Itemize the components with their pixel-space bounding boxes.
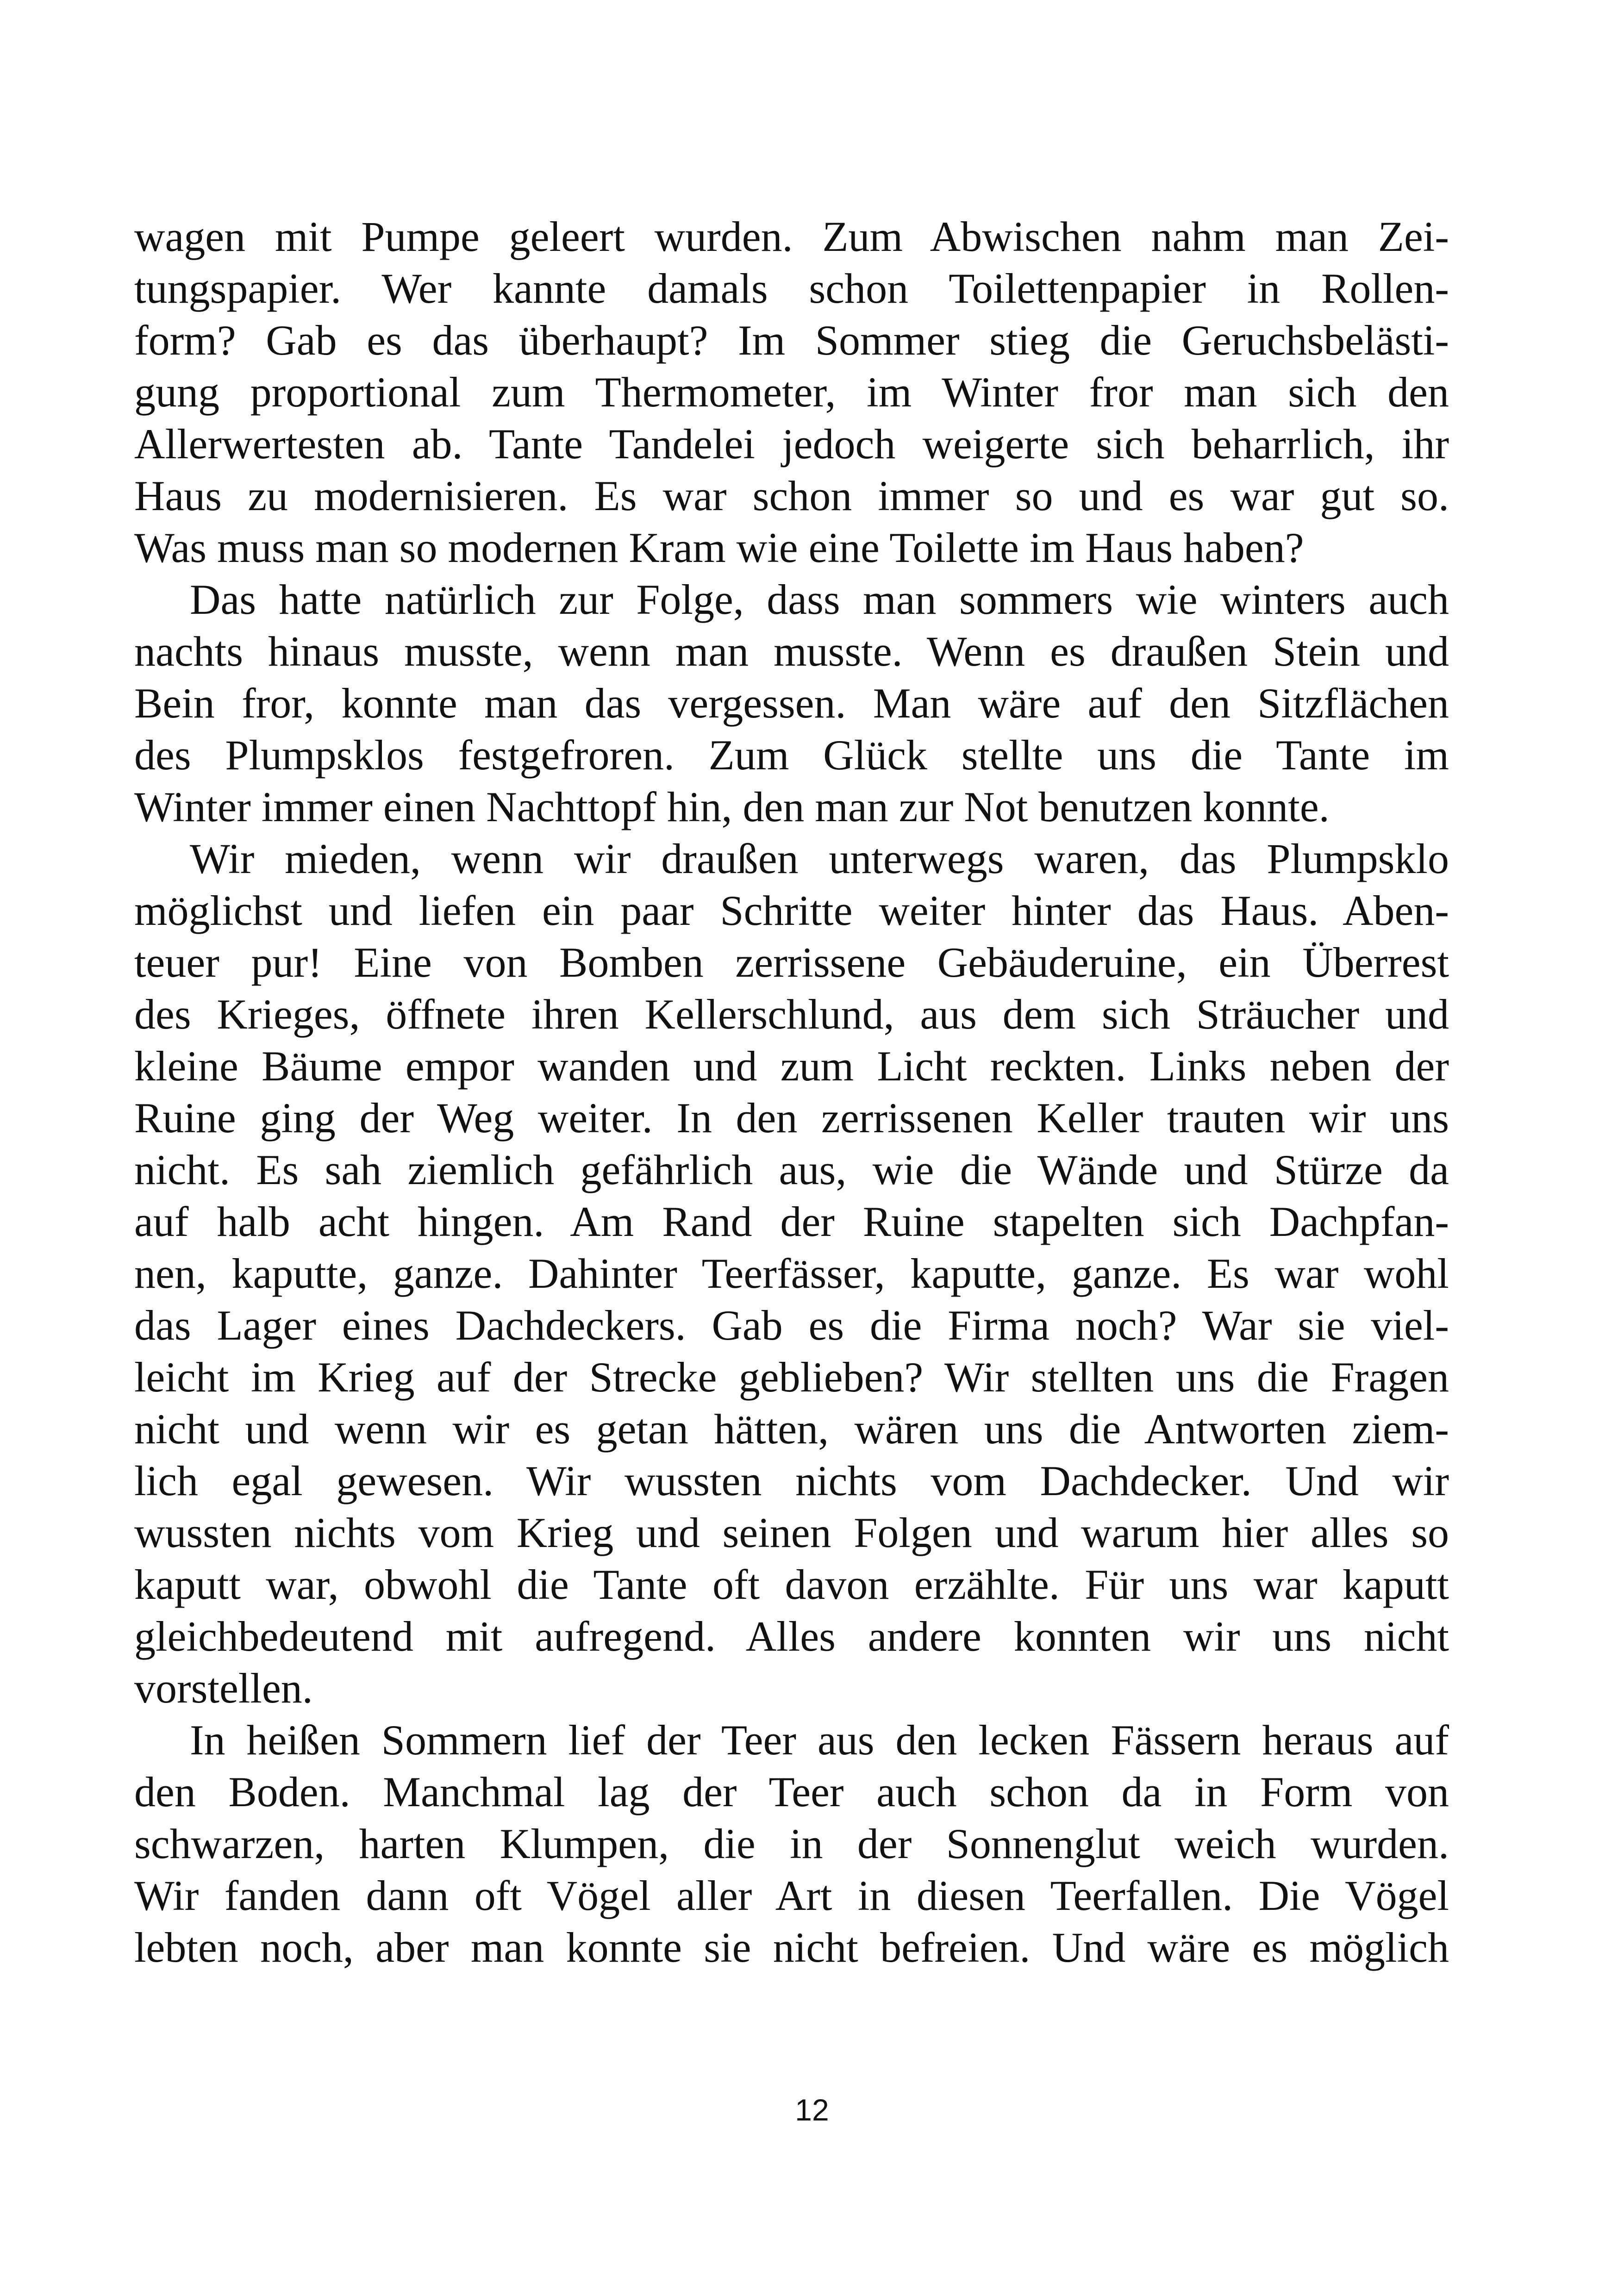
- text-line: teuer pur! Eine von Bomben zerrissene Gebäuderuine, ein Überrest: [134, 939, 1449, 986]
- text-line: des Krieges, öffnete ihren Kellerschlund, aus dem sich Sträucher und: [134, 991, 1449, 1038]
- paragraph: [134, 211, 1449, 574]
- text-line: Ruine ging der Weg weiter. In den zerrissenen Keller trauten wir uns: [134, 1094, 1449, 1141]
- page-number: 12: [795, 2093, 829, 2127]
- text-line: Das hatte natürlich zur Folge, dass man sommers wie winters auch: [190, 576, 1449, 623]
- text-line: nicht. Es sah ziemlich gefährlich aus, wie die Wände und Stürze da: [134, 1146, 1449, 1193]
- text-line: vorstellen.: [134, 1665, 313, 1712]
- text-line: form? Gab es das überhaupt? Im Sommer stieg die Geruchsbelästi-: [134, 317, 1449, 364]
- text-line: wagen mit Pumpe geleert wurden. Zum Abwischen nahm man Zei-: [134, 213, 1449, 260]
- text-line: Winter immer einen Nachttopf hin, den man zur Not benutzen konnte.: [134, 783, 1330, 830]
- text-line: Wir mieden, wenn wir draußen unterwegs waren, das Plumpsklo: [190, 835, 1449, 882]
- text-line: möglichst und liefen ein paar Schritte weiter hinter das Haus. Aben-: [134, 887, 1449, 934]
- text-line: Wir fanden dann oft Vögel aller Art in diesen Teerfallen. Die Vögel: [134, 1872, 1449, 1919]
- text-line: leicht im Krieg auf der Strecke geblieben? Wir stellten uns die Fragen: [134, 1353, 1449, 1401]
- paragraph: [134, 833, 1449, 1714]
- text-line: schwarzen, harten Klumpen, die in der Sonnenglut weich wurden.: [134, 1820, 1449, 1867]
- text-line: Bein fror, konnte man das vergessen. Man wäre auf den Sitzflächen: [134, 680, 1449, 727]
- text-line: kaputt war, obwohl die Tante oft davon erzählte. Für uns war kaputt: [134, 1561, 1449, 1608]
- text-line: auf halb acht hingen. Am Rand der Ruine stapelten sich Dachpfan-: [134, 1198, 1449, 1245]
- text-line: nachts hinaus musste, wenn man musste. Wenn es draußen Stein und: [134, 628, 1449, 675]
- body-text: [134, 211, 1449, 1973]
- text-line: gung proportional zum Thermometer, im Winter fror man sich den: [134, 368, 1449, 416]
- text-line: Was muss man so modernen Kram wie eine Toilette im Haus haben?: [134, 524, 1304, 571]
- text-line: Allerwertesten ab. Tante Tandelei jedoch weigerte sich beharrlich, ihr: [134, 420, 1449, 468]
- text-line: lebten noch, aber man konnte sie nicht befreien. Und wäre es möglich: [134, 1924, 1449, 1971]
- text-line: den Boden. Manchmal lag der Teer auch schon da in Form von: [134, 1768, 1449, 1815]
- text-line: nicht und wenn wir es getan hätten, wären uns die Antworten ziem-: [134, 1405, 1449, 1453]
- text-line: lich egal gewesen. Wir wussten nichts vom Dachdecker. Und wir: [134, 1457, 1449, 1504]
- text-line: des Plumpsklos festgefroren. Zum Glück stellte uns die Tante im: [134, 731, 1449, 779]
- text-line: das Lager eines Dachdeckers. Gab es die Firma noch? War sie viel-: [134, 1302, 1449, 1349]
- text-line: tungspapier. Wer kannte damals schon Toilettenpapier in Rollen-: [134, 265, 1449, 312]
- paragraph: [134, 574, 1449, 833]
- paragraph: [134, 1714, 1449, 1973]
- text-line: gleichbedeutend mit aufregend. Alles andere konnten wir uns nicht: [134, 1613, 1449, 1660]
- text-line: nen, kaputte, ganze. Dahinter Teerfässer, kaputte, ganze. Es war wohl: [134, 1250, 1449, 1297]
- text-line: In heißen Sommern lief der Teer aus den lecken Fässern heraus auf: [190, 1716, 1449, 1764]
- text-line: kleine Bäume empor wanden und zum Licht reckten. Links neben der: [134, 1042, 1449, 1090]
- text-line: wussten nichts vom Krieg und seinen Folgen und warum hier alles so: [134, 1509, 1449, 1556]
- text-line: Haus zu modernisieren. Es war schon immer so und es war gut so.: [134, 472, 1449, 519]
